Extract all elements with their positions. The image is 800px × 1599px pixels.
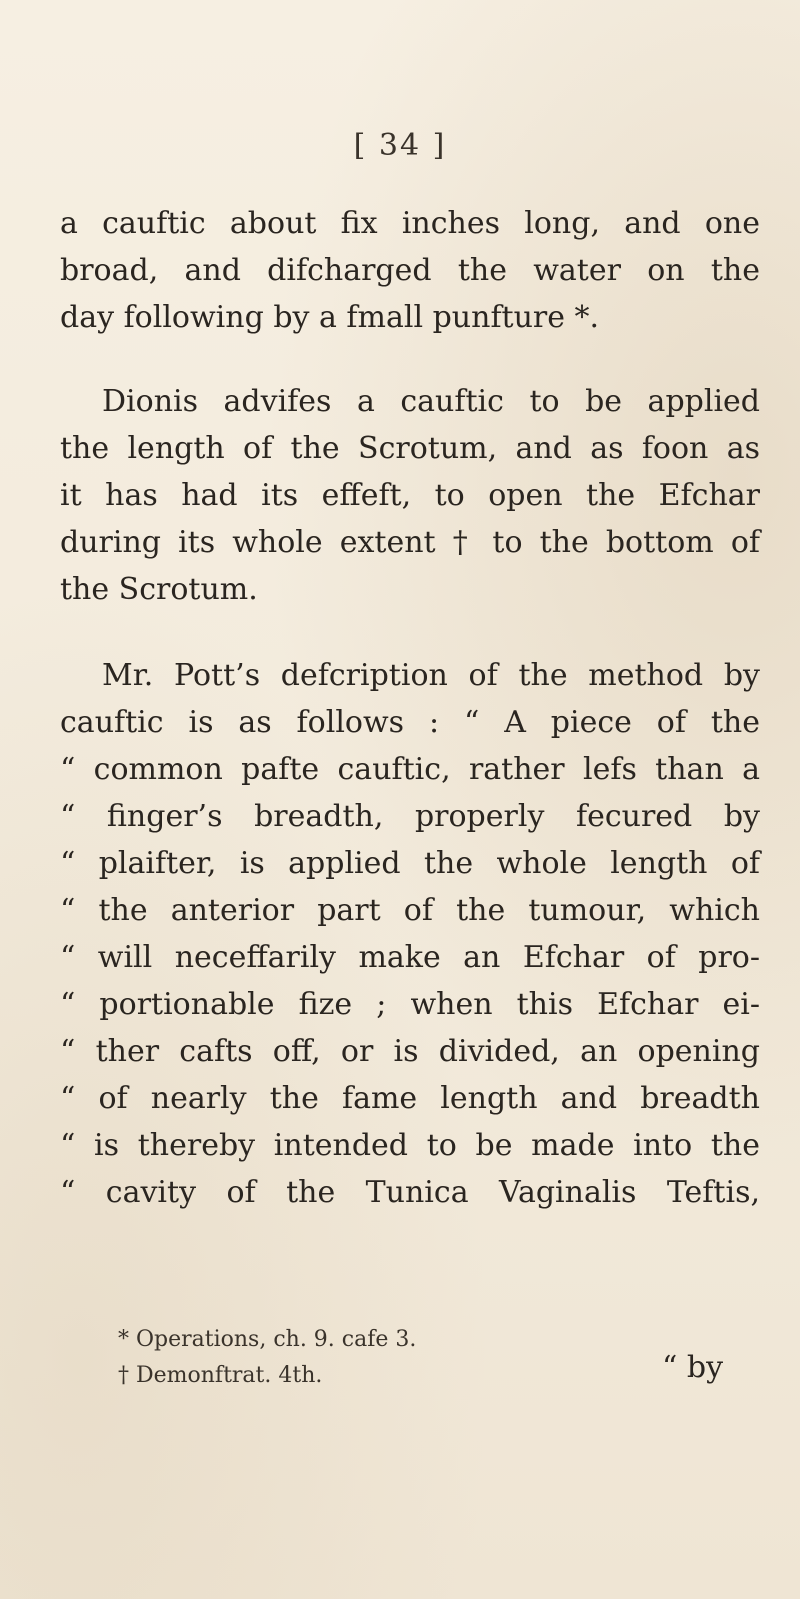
text-line: Mr. Pott’s defcription of the method by xyxy=(102,658,760,693)
footnotes xyxy=(118,1322,416,1394)
text-line: “ portionable fize ; when this Efchar ei- xyxy=(60,987,760,1022)
text-line: a cauftic about fix inches long, and one xyxy=(60,206,760,241)
text-line: Dionis advifes a cauftic to be applied xyxy=(102,384,760,419)
text-line: “ the anterior part of the tumour, which xyxy=(60,893,760,928)
footnote-demonstrat: † Demonftrat. 4th. xyxy=(118,1363,323,1388)
catchword: “ by xyxy=(662,1350,724,1385)
text-line: “ will neceffarily make an Efchar of pro- xyxy=(60,940,760,975)
text-line: during its whole extent † to the bottom of xyxy=(60,525,760,560)
text-line: “ finger’s breadth, properly fecured by xyxy=(60,799,760,834)
text-line: cauftic is as follows : “ A piece of the xyxy=(60,705,760,740)
page-number-header: [ 34 ] xyxy=(353,128,447,163)
footnote-operations: * Operations, ch. 9. cafe 3. xyxy=(118,1327,417,1352)
text-line: “ common pafte cauftic, rather lefs than a xyxy=(60,752,760,787)
text-line: “ cavity of the Tunica Vaginalis Teftis, xyxy=(60,1175,760,1210)
text-line: the length of the Scrotum, and as foon as xyxy=(60,431,760,466)
text-line: broad, and difcharged the water on the xyxy=(60,253,760,288)
text-line: day following by a fmall punfture *. xyxy=(60,300,600,335)
text-line: it has had its effeft, to open the Efchar xyxy=(60,478,760,513)
paragraph-2 xyxy=(60,378,760,613)
text-line: “ plaifter, is applied the whole length of xyxy=(60,846,760,881)
text-line: “ is thereby intended to be made into the xyxy=(60,1128,760,1163)
text-line: “ ther cafts off, or is divided, an opening xyxy=(60,1034,760,1069)
text-line: the Scrotum. xyxy=(60,572,258,607)
paragraph-3 xyxy=(60,652,760,1216)
text-line: “ of nearly the fame length and breadth xyxy=(60,1081,760,1116)
paragraph-1 xyxy=(60,200,760,341)
